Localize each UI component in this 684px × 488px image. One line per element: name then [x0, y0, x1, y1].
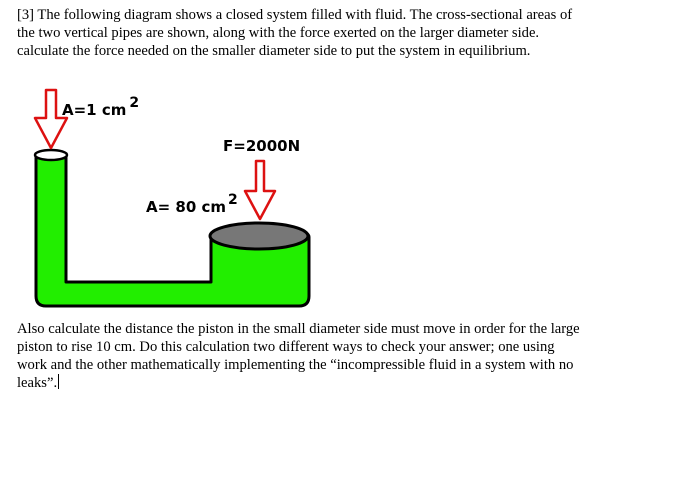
- large-piston: [210, 223, 308, 249]
- large-area-label: A= 80 cm 2: [146, 192, 238, 216]
- small-force-arrow-icon: [35, 90, 67, 148]
- hydraulic-system-diagram: [0, 80, 320, 315]
- small-piston: [35, 150, 67, 160]
- problem-intro: [3] The following diagram shows a closed system filled with fluid. The cross-sectional areas of the two vertical pipes are shown, along with the force exerted on the larger diameter side. calculate the force needed on the smaller diameter side to put the system in equilibrium.: [17, 7, 573, 59]
- followup-text: Also calculate the distance the piston in the small diameter side must move in order for the large piston to rise 10 cm. Do this calculation two different ways to check your answer; one using work and the other mathematically implementing the “incompressible fluid in a system with no leaks”.: [17, 321, 580, 391]
- small-area-label: A=1 cm 2: [62, 95, 140, 119]
- problem-followup[interactable]: [17, 320, 677, 392]
- large-force-arrow-icon: [245, 161, 275, 219]
- force-label: F=2000N: [223, 137, 301, 155]
- text-cursor: [58, 374, 59, 389]
